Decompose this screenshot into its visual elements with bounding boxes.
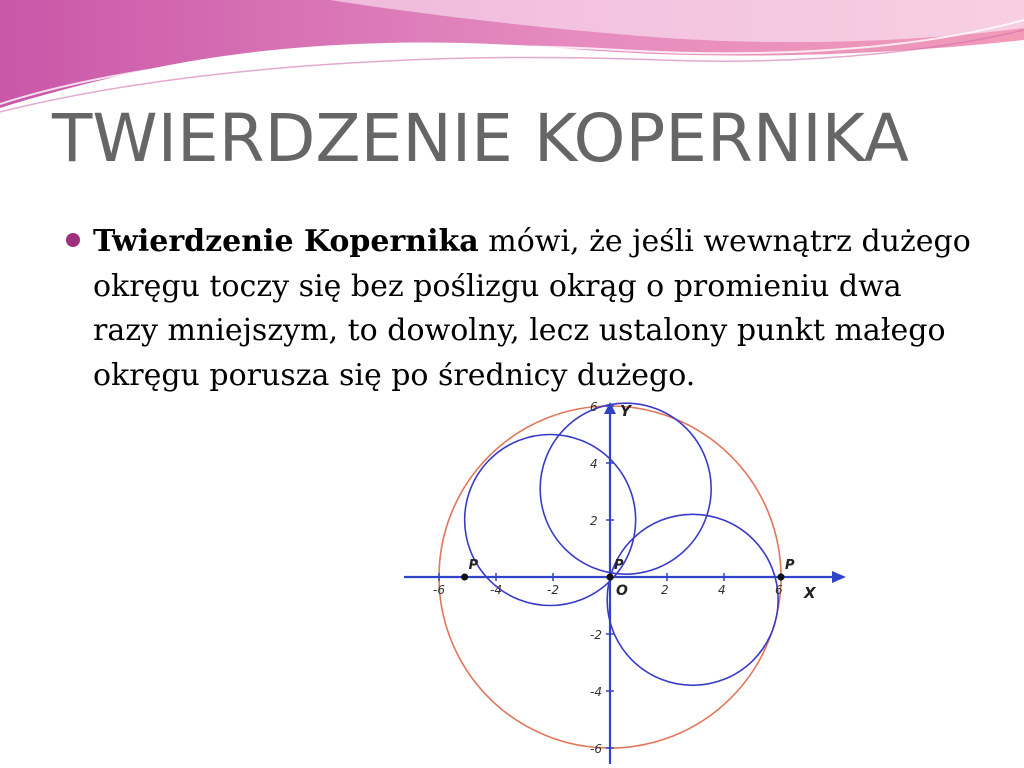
y-axis-label: Y — [620, 402, 631, 420]
y-tick-label: -2 — [590, 628, 602, 642]
x-tick-label: -4 — [490, 583, 502, 597]
y-tick-label: 2 — [590, 514, 598, 528]
y-tick-label: -4 — [590, 685, 602, 699]
y-tick-label: 4 — [590, 457, 598, 471]
point-p-label: P — [785, 558, 795, 573]
y-tick-label: -6 — [590, 742, 602, 756]
x-tick-label: 6 — [775, 583, 783, 597]
point-p-1 — [461, 574, 468, 581]
bullet-bold-term: Twierdzenie Kopernika — [93, 224, 479, 259]
x-tick-label: 2 — [661, 583, 669, 597]
point-p-3 — [778, 574, 785, 581]
bullet-icon — [66, 233, 80, 247]
copernicus-diagram — [400, 400, 848, 768]
y-tick-label: 6 — [590, 400, 598, 414]
point-p-label: P — [468, 558, 479, 573]
x-tick-label: -2 — [547, 583, 559, 597]
x-tick-label: 4 — [718, 583, 726, 597]
x-axis-label: X — [804, 584, 816, 602]
bullet-text — [93, 220, 973, 398]
point-p-label: P — [614, 558, 624, 573]
x-tick-label: -6 — [433, 583, 445, 597]
origin-label: O — [616, 583, 628, 599]
small-circle-2 — [540, 403, 711, 574]
point-p-2 — [607, 574, 614, 581]
slide-title: TWIERDZENIE KOPERNIKA — [52, 100, 909, 177]
x-axis-arrow-icon — [832, 571, 846, 583]
bullet-body: mówi, że jeśli wewnątrz dużego okręgu toczy się bez poślizgu okrąg o promieniu dwa razy mniejszym, to dowolny, lecz ustalony punkt małego okręgu porusza się po średnicy dużego. — [93, 224, 971, 393]
